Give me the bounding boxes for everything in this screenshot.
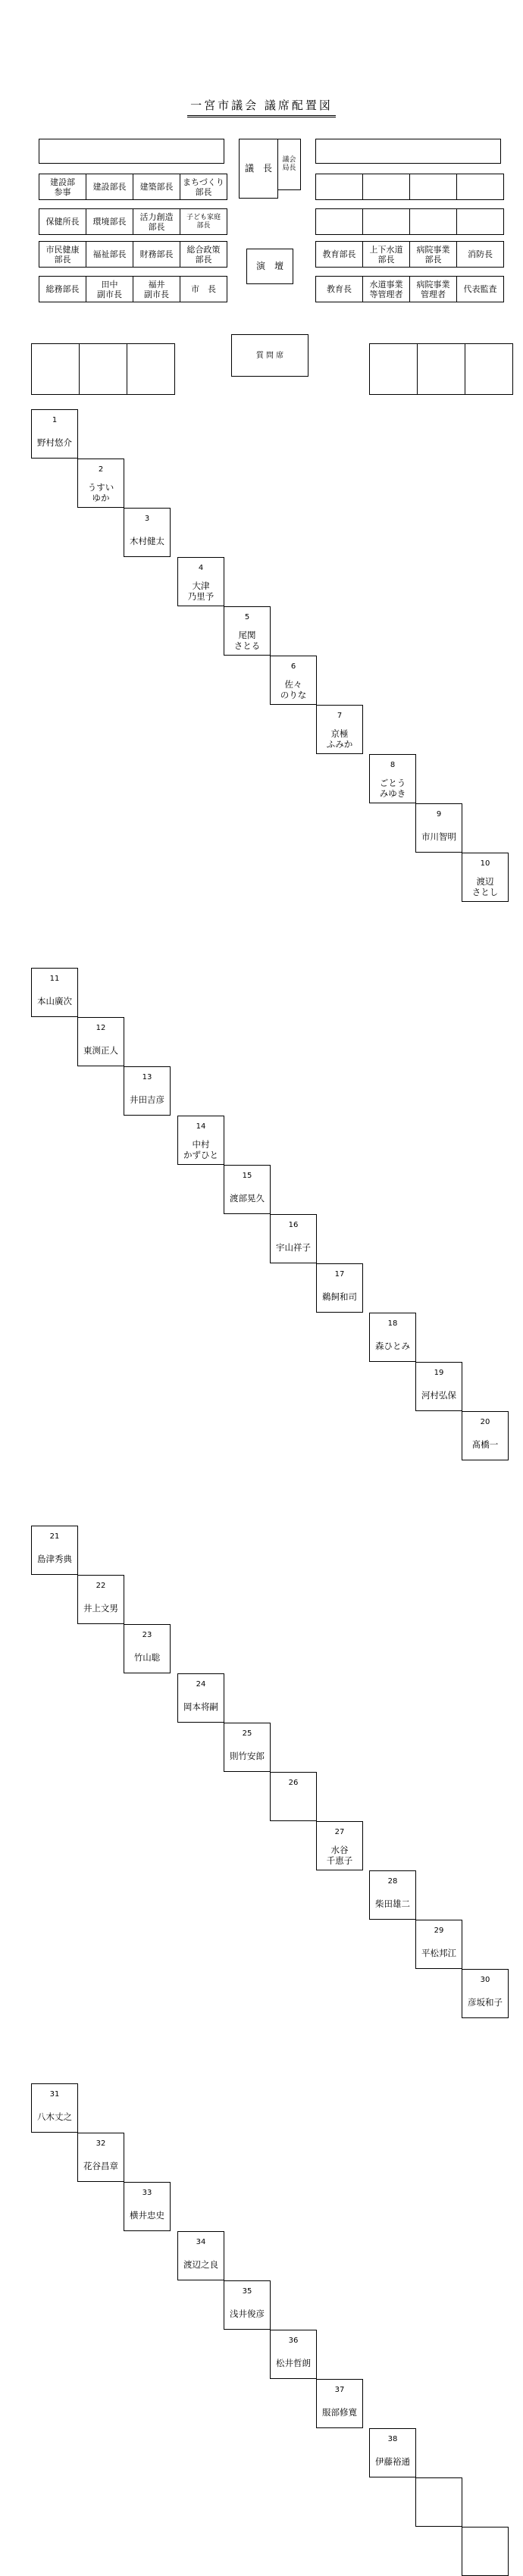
member-name: 八木丈之 (37, 2111, 72, 2122)
member-name: うすい ゆか (87, 482, 114, 503)
member-name: 佐々 のりな (280, 679, 307, 700)
seat-number: 27 (334, 1828, 345, 1836)
member-name: 河村弘保 (421, 1390, 456, 1401)
member-seat (270, 1772, 317, 1821)
seat-number: 13 (142, 1073, 152, 1081)
member-seat (270, 656, 317, 705)
member-seat (224, 1165, 271, 1214)
seat-number: 20 (480, 1418, 490, 1426)
member-name: 井田吉彦 (130, 1094, 164, 1105)
seat-number: 7 (337, 712, 343, 720)
seat-number: 17 (334, 1270, 345, 1279)
seat-number: 32 (96, 2139, 106, 2148)
member-seat (77, 1575, 124, 1624)
member-name: 柴田雄二 (375, 1898, 410, 1909)
member-seat (462, 2527, 509, 2576)
staff-desk: 総合政策 部長 (180, 241, 227, 268)
staff-desk: 田中 副市長 (86, 276, 133, 302)
staff-desk (315, 208, 363, 235)
staff-desk: 建築部長 (133, 174, 180, 200)
staff-desk: 福井 副市長 (133, 276, 180, 302)
member-name: 服部修寛 (322, 2407, 357, 2418)
left-top-box (39, 139, 224, 164)
member-seat (77, 459, 124, 508)
member-seat (224, 606, 271, 656)
left-blank-desks (31, 343, 175, 395)
seat-number: 38 (387, 2435, 398, 2443)
member-name: 渡辺之良 (183, 2259, 218, 2270)
member-name: 水谷 千恵子 (326, 1845, 353, 1866)
seat-number: 19 (434, 1369, 444, 1377)
staff-desk: 教育長 (315, 276, 363, 302)
seat-number: 8 (390, 761, 396, 769)
member-seat (316, 1263, 363, 1313)
staff-row (39, 276, 227, 302)
member-name: 京極 ふみか (326, 728, 353, 750)
member-seat (415, 2477, 462, 2527)
member-name: 髙橋一 (471, 1439, 499, 1450)
seat-number: 31 (49, 2090, 60, 2099)
seat-number: 37 (334, 2386, 345, 2394)
member-name: 井上文男 (83, 1603, 118, 1614)
member-name: 尾関 さとる (233, 630, 261, 651)
staff-desk: 消防長 (457, 241, 504, 268)
staff-desk: 保健所長 (39, 208, 86, 235)
seat-number: 35 (242, 2287, 252, 2296)
member-seat (224, 1723, 271, 1772)
member-name: 渡部晃久 (230, 1193, 265, 1203)
staff-row (315, 241, 504, 268)
staff-row (315, 276, 504, 302)
member-seat (462, 1411, 509, 1460)
member-seat (270, 1214, 317, 1263)
seat-number: 4 (198, 564, 204, 572)
member-seat (177, 557, 224, 606)
secretary-seat: 議会 局長 (277, 139, 301, 190)
seat-number: 33 (142, 2189, 152, 2197)
member-seat (31, 2083, 78, 2133)
member-seat (316, 1821, 363, 1870)
member-name: 則竹安郎 (230, 1751, 265, 1761)
seat-number: 24 (196, 1680, 206, 1689)
seat-number: 22 (96, 1582, 106, 1590)
member-name: 伊藤裕通 (375, 2456, 410, 2467)
staff-desk: 総務部長 (39, 276, 86, 302)
seat-number: 30 (480, 1976, 490, 1984)
staff-desk: 上下水道 部長 (363, 241, 410, 268)
staff-row (39, 174, 227, 200)
member-seat (270, 2330, 317, 2379)
staff-desk: 建設部 参事 (39, 174, 86, 200)
seat-number: 3 (144, 515, 150, 523)
staff-desk: 病院事業 管理者 (410, 276, 457, 302)
staff-desk: 市 長 (180, 276, 227, 302)
staff-desk: 教育部長 (315, 241, 363, 268)
member-name: 花谷昌章 (83, 2161, 118, 2171)
member-seat (177, 2231, 224, 2280)
staff-desk: 代表監査 (457, 276, 504, 302)
seat-number: 23 (142, 1631, 152, 1639)
podium: 演 壇 (246, 249, 293, 284)
staff-desk: 財務部長 (133, 241, 180, 268)
seat-number: 10 (480, 859, 490, 868)
member-seat (369, 2428, 416, 2477)
member-seat (31, 1526, 78, 1575)
member-name: 市川智明 (421, 831, 456, 842)
member-seat (369, 1870, 416, 1920)
staff-desk (363, 208, 410, 235)
staff-desk: 水道事業 等管理者 (363, 276, 410, 302)
right-top-box (315, 139, 501, 164)
staff-desk: 建設部長 (86, 174, 133, 200)
seat-number: 11 (49, 975, 60, 983)
page-title: 一宮市議会 議席配置図 (0, 97, 523, 117)
member-seat (415, 803, 462, 853)
member-name: 竹山聡 (133, 1652, 161, 1663)
seat-number: 29 (434, 1927, 444, 1935)
staff-desk (410, 174, 457, 200)
member-seat (124, 2182, 171, 2231)
staff-desk: 病院事業 部長 (410, 241, 457, 268)
staff-row (315, 208, 504, 235)
staff-desk: まちづくり 部長 (180, 174, 227, 200)
staff-desk: 活力創造 部長 (133, 208, 180, 235)
staff-desk: 市民健康 部長 (39, 241, 86, 268)
chair-seat: 議 長 (239, 139, 278, 199)
member-seat (462, 853, 509, 902)
staff-desk: 福祉部長 (86, 241, 133, 268)
staff-row (315, 174, 504, 200)
member-name: 松井哲朗 (276, 2358, 311, 2368)
member-seat (77, 1017, 124, 1066)
member-seat (415, 1362, 462, 1411)
member-name: 岡本将嗣 (183, 1701, 218, 1712)
member-name: 渡辺 さとし (471, 876, 499, 897)
member-seat (177, 1116, 224, 1165)
blank-desk (418, 343, 465, 395)
member-seat (462, 1969, 509, 2018)
staff-row (39, 208, 227, 235)
member-seat (369, 754, 416, 803)
staff-desk (410, 208, 457, 235)
seat-number: 34 (196, 2238, 206, 2246)
staff-desk: 環境部長 (86, 208, 133, 235)
seat-number: 15 (242, 1172, 252, 1180)
seat-number: 16 (288, 1221, 299, 1229)
blank-desk (369, 343, 418, 395)
member-name: 島津秀典 (37, 1554, 72, 1564)
member-seat (124, 1066, 171, 1116)
seat-number: 2 (98, 465, 104, 474)
seat-number: 12 (96, 1024, 106, 1032)
member-name: 中村 かずひと (183, 1139, 218, 1160)
blank-desk (80, 343, 127, 395)
staff-desk (363, 174, 410, 200)
right-blank-desks (369, 343, 513, 395)
member-name: 彦坂和子 (468, 1997, 503, 2008)
seat-number: 14 (196, 1122, 206, 1131)
member-name: 鵜飼和司 (322, 1291, 357, 1302)
staff-desk (457, 174, 504, 200)
staff-row (39, 241, 227, 268)
member-seat (316, 705, 363, 754)
blank-desk (31, 343, 80, 395)
member-name: 東渕正人 (83, 1045, 118, 1056)
member-name: 大津 乃里予 (187, 581, 215, 602)
seat-number: 21 (49, 1532, 60, 1541)
member-name: 平松邦江 (421, 1948, 456, 1958)
member-seat (124, 1624, 171, 1673)
member-name: 木村健太 (130, 536, 164, 546)
seat-number: 9 (436, 810, 442, 818)
member-seat (316, 2379, 363, 2428)
member-name: 横井忠史 (130, 2210, 164, 2221)
member-name: 野村悠介 (37, 437, 72, 448)
member-seat (31, 968, 78, 1017)
staff-desk: 子ども家庭 部長 (180, 208, 227, 235)
member-seat (224, 2280, 271, 2330)
member-name: 浅井俊彦 (230, 2308, 265, 2319)
seat-number: 28 (387, 1877, 398, 1886)
blank-desk (465, 343, 513, 395)
member-seat (415, 1920, 462, 1969)
member-name: 本山廣次 (37, 996, 72, 1006)
member-seat (124, 508, 171, 557)
member-name: 森ひとみ (375, 1341, 410, 1351)
staff-desk (315, 174, 363, 200)
member-seat (77, 2133, 124, 2182)
member-name: ごとう みゆき (379, 778, 406, 799)
member-seat (31, 409, 78, 459)
seat-number: 36 (288, 2337, 299, 2345)
seat-number: 18 (387, 1319, 398, 1328)
staff-desk (457, 208, 504, 235)
member-name: 宇山祥子 (276, 1242, 311, 1253)
seat-number: 25 (242, 1729, 252, 1738)
seat-number: 5 (244, 613, 250, 621)
seat-number: 1 (52, 416, 58, 424)
seat-number: 6 (290, 662, 296, 671)
question-seat: 質 問 席 (231, 334, 308, 377)
member-seat (177, 1673, 224, 1723)
blank-desk (127, 343, 175, 395)
seat-number: 26 (288, 1779, 299, 1787)
member-seat (369, 1313, 416, 1362)
